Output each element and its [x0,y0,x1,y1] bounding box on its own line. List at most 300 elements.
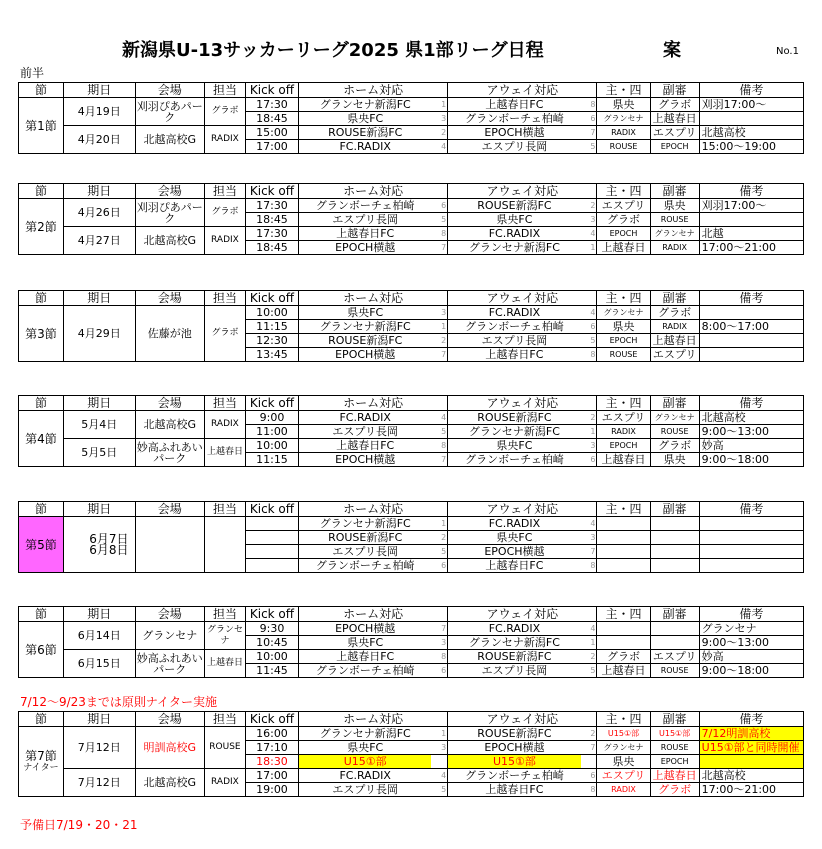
home-number: 8 [431,650,447,664]
round-table [18,290,804,362]
remarks: 妙高 [699,650,803,664]
kickoff: 16:00 [245,727,298,741]
tanto: 上越春日 [205,439,246,467]
remarks [699,213,803,227]
home-number: 8 [431,439,447,453]
status-label: 案 [663,40,681,61]
kickoff: 17:30 [245,98,298,112]
table-row [19,199,804,213]
remarks [699,531,803,545]
fuku-referee: U15①部 [650,727,699,741]
away-team: グランセナ新潟FC [448,425,581,439]
fuku-referee: グランセナ [650,227,699,241]
away-number: 2 [581,727,597,741]
remarks: 北越高校 [699,769,803,783]
match-date: 4月26日 [63,199,135,227]
away-number: 7 [581,545,597,559]
kickoff: 18:45 [245,241,298,255]
kickoff: 17:00 [245,769,298,783]
round-table [18,606,804,678]
home-number: 1 [431,727,447,741]
col-header-home: ホーム対応 [299,83,448,98]
venue: 刈羽ぴあパーク [136,200,203,225]
col-header-tanto: 担当 [205,396,246,411]
shu-referee: グラボ [597,650,650,664]
col-header-away: アウェイ対応 [448,184,597,199]
home-number: 6 [431,559,447,573]
tanto: RADIX [205,227,246,255]
shu-referee: 上越春日 [597,241,650,255]
away-team: グランセナ新潟FC [448,636,581,650]
home-team: EPOCH横越 [299,348,432,362]
tanto: RADIX [205,769,246,797]
away-number: 4 [581,306,597,320]
round-date: 6月8日 [89,542,129,557]
home-team: エスプリ長岡 [299,545,432,559]
remarks [699,545,803,559]
col-header-date: 期日 [63,502,135,517]
round-label: 第6節 [25,642,57,657]
venue: 刈羽ぴあパーク [136,99,203,124]
kickoff [245,517,298,531]
home-team: 県央FC [299,306,432,320]
home-team: グランセナ新潟FC [299,727,432,741]
half-label: 前半 [20,66,45,80]
away-number: 8 [581,98,597,112]
col-header-biko: 備考 [699,83,803,98]
kickoff: 11:45 [245,664,298,678]
shu-referee: エスプリ [597,199,650,213]
round-table [18,183,804,255]
home-number: 3 [431,636,447,650]
home-team: エスプリ長岡 [299,425,432,439]
home-number: 5 [431,213,447,227]
away-team: エスプリ長岡 [448,664,581,678]
col-header-tanto: 担当 [205,712,246,727]
col-header-home: ホーム対応 [299,502,448,517]
page-title: 新潟県U-13サッカーリーグ2025 県1部リーグ日程 [122,40,544,61]
away-team: グランボーチェ柏崎 [448,112,581,126]
fuku-referee: EPOCH [650,755,699,769]
away-number: 6 [581,112,597,126]
home-team: FC.RADIX [299,769,432,783]
away-team: 上越春日FC [448,98,581,112]
tanto: RADIX [205,126,246,154]
remarks: 15:00～19:00 [699,140,803,154]
kickoff [245,531,298,545]
col-header-kickoff: Kick off [245,83,298,98]
round-label: 第4節 [25,431,57,446]
venue [135,517,205,573]
col-header-kickoff: Kick off [245,291,298,306]
tanto: 上越春日 [205,650,246,678]
away-team: グランボーチェ柏崎 [448,769,581,783]
venue: 佐藤が池 [135,306,205,362]
remarks: 北越 [699,227,803,241]
shu-referee: エスプリ [597,769,650,783]
kickoff: 13:45 [245,348,298,362]
reserve-note: 予備日7/19・20・21 [20,818,138,832]
shu-referee: エスプリ [597,411,650,425]
shu-referee: RADIX [597,783,650,797]
round-label: 第7節 [25,748,57,763]
kickoff: 17:00 [245,140,298,154]
venue: 北越高校G [135,411,205,439]
home-number: 7 [431,453,447,467]
remarks: 北越高校 [699,126,803,140]
kickoff: 9:30 [245,622,298,636]
col-header-venue: 会場 [135,83,205,98]
remarks: 9:00～13:00 [699,636,803,650]
table-row [19,126,804,140]
shu-referee [597,545,650,559]
home-number: 5 [431,783,447,797]
match-date: 6月14日 [63,622,135,650]
away-team: 県央FC [448,213,581,227]
home-team: グランセナ新潟FC [299,517,432,531]
table-row [19,98,804,112]
away-team: ROUSE新潟FC [448,199,581,213]
away-team: U15①部 [448,755,581,769]
away-team: EPOCH横越 [448,741,581,755]
shu-referee [597,517,650,531]
home-number: 5 [431,425,447,439]
away-number: 2 [581,650,597,664]
remarks [699,112,803,126]
nighter-note: 7/12～9/23までは原則ナイター実施 [20,695,218,709]
col-header-fuku: 副審 [650,291,699,306]
away-number: 5 [581,334,597,348]
match-date: 6月15日 [63,650,135,678]
col-header-away: アウェイ対応 [448,502,597,517]
fuku-referee: ROUSE [650,213,699,227]
kickoff: 10:45 [245,636,298,650]
home-number: 3 [431,741,447,755]
shu-referee: EPOCH [597,439,650,453]
col-header-date: 期日 [63,83,135,98]
col-header-shu: 主・四 [597,712,650,727]
remarks: 17:00～21:00 [699,783,803,797]
home-number: 2 [431,126,447,140]
away-team: グランセナ新潟FC [448,241,581,255]
home-team: FC.RADIX [299,411,432,425]
col-header-venue: 会場 [135,291,205,306]
col-header-shu: 主・四 [597,502,650,517]
away-number: 1 [581,425,597,439]
home-number: 4 [431,769,447,783]
home-number: 1 [431,517,447,531]
venue: 北越高校G [135,769,205,797]
shu-referee: グランセナ [597,306,650,320]
home-number: 6 [431,199,447,213]
col-header-kickoff: Kick off [245,712,298,727]
fuku-referee [650,545,699,559]
col-header-tanto: 担当 [205,607,246,622]
round-table [18,501,804,573]
fuku-referee: グラボ [650,439,699,453]
shu-referee: 上越春日 [597,664,650,678]
kickoff: 17:30 [245,199,298,213]
away-number: 7 [581,126,597,140]
col-header-tanto: 担当 [205,184,246,199]
away-team: 県央FC [448,439,581,453]
fuku-referee: グラボ [650,306,699,320]
home-team: 県央FC [299,741,432,755]
away-team: エスプリ長岡 [448,334,581,348]
venue: 妙高ふれあいパーク [136,651,203,676]
away-number: 3 [581,439,597,453]
col-header-tanto: 担当 [205,291,246,306]
col-header-setsu: 節 [19,396,64,411]
match-date: 7月12日 [63,727,135,769]
shu-referee: グランセナ [597,741,650,755]
home-number [431,755,447,769]
fuku-referee [650,517,699,531]
fuku-referee [650,636,699,650]
tanto [205,517,246,573]
home-number: 8 [431,227,447,241]
away-number: 2 [581,199,597,213]
home-number: 7 [431,348,447,362]
kickoff: 18:45 [245,213,298,227]
header-row [19,83,804,98]
away-number: 6 [581,453,597,467]
col-header-date: 期日 [63,184,135,199]
home-team: グランセナ新潟FC [299,98,432,112]
round-table [18,711,804,797]
fuku-referee: ROUSE [650,741,699,755]
col-header-shu: 主・四 [597,184,650,199]
col-header-date: 期日 [63,396,135,411]
away-number: 8 [581,783,597,797]
shu-referee [597,531,650,545]
away-team: グランボーチェ柏崎 [448,453,581,467]
table-row [19,622,804,636]
round-label-cell [19,622,64,678]
home-team: ROUSE新潟FC [299,126,432,140]
home-team: EPOCH横越 [299,622,432,636]
shu-referee: ROUSE [597,348,650,362]
home-number: 2 [431,531,447,545]
home-team: グランボーチェ柏崎 [299,664,432,678]
col-header-biko: 備考 [699,291,803,306]
venue: 妙高ふれあいパーク [136,440,203,465]
away-number: 4 [581,517,597,531]
home-team: グランボーチェ柏崎 [299,559,432,573]
col-header-kickoff: Kick off [245,502,298,517]
home-number: 4 [431,411,447,425]
shu-referee [597,636,650,650]
home-team: ROUSE新潟FC [299,334,432,348]
header-row [19,712,804,727]
kickoff: 18:45 [245,112,298,126]
col-header-biko: 備考 [699,712,803,727]
match-date: 4月19日 [63,98,135,126]
shu-referee: EPOCH [597,334,650,348]
col-header-venue: 会場 [135,396,205,411]
shu-referee: EPOCH [597,227,650,241]
home-number: 6 [431,664,447,678]
home-team: グランセナ新潟FC [299,320,432,334]
round-label: 第1節 [25,118,57,133]
remarks: 刈羽17:00～ [699,98,803,112]
away-number: 1 [581,241,597,255]
kickoff: 10:00 [245,439,298,453]
kickoff: 11:00 [245,425,298,439]
col-header-setsu: 節 [19,712,64,727]
col-header-fuku: 副審 [650,502,699,517]
col-header-fuku: 副審 [650,83,699,98]
home-number: 3 [431,112,447,126]
remarks: 7/12明訓高校 [699,727,803,741]
col-header-tanto: 担当 [205,83,246,98]
match-date: 5月5日 [63,439,135,467]
kickoff: 11:15 [245,320,298,334]
remarks: 17:00～21:00 [699,241,803,255]
remarks: 9:00～18:00 [699,664,803,678]
shu-referee: RADIX [597,425,650,439]
match-date: 5月4日 [63,411,135,439]
col-header-kickoff: Kick off [245,607,298,622]
remarks: 9:00～18:00 [699,453,803,467]
match-date: 7月12日 [63,769,135,797]
home-team: 上越春日FC [299,650,432,664]
home-number: 2 [431,334,447,348]
home-number: 7 [431,241,447,255]
fuku-referee: エスプリ [650,126,699,140]
fuku-referee: ROUSE [650,664,699,678]
col-header-home: ホーム対応 [299,184,448,199]
away-team: 上越春日FC [448,783,581,797]
table-row [19,727,804,741]
away-team: FC.RADIX [448,306,581,320]
tanto: グラボ [205,98,246,126]
col-header-fuku: 副審 [650,712,699,727]
home-team: EPOCH横越 [299,241,432,255]
match-date: 4月29日 [63,306,135,362]
shu-referee: 県央 [597,755,650,769]
table-row [19,306,804,320]
venue: グランセナ [135,622,205,650]
tanto: グランセナ [205,622,246,650]
home-team: 県央FC [299,112,432,126]
col-header-venue: 会場 [135,184,205,199]
col-header-biko: 備考 [699,502,803,517]
shu-referee [597,559,650,573]
away-team: EPOCH横越 [448,545,581,559]
remarks: 9:00～13:00 [699,425,803,439]
remarks [699,517,803,531]
round-label-cell [19,306,64,362]
match-date: 4月27日 [63,227,135,255]
away-number: 2 [581,411,597,425]
header-row [19,502,804,517]
fuku-referee [650,559,699,573]
away-number: 6 [581,320,597,334]
col-header-setsu: 節 [19,83,64,98]
shu-referee: 県央 [597,320,650,334]
home-team: EPOCH横越 [299,453,432,467]
away-team: FC.RADIX [448,517,581,531]
kickoff: 11:15 [245,453,298,467]
home-team: 県央FC [299,636,432,650]
shu-referee: 県央 [597,98,650,112]
kickoff: 10:00 [245,650,298,664]
home-team: U15①部 [299,755,432,769]
header-row [19,184,804,199]
col-header-shu: 主・四 [597,291,650,306]
table-row [19,227,804,241]
home-number: 1 [431,320,447,334]
home-team: 上越春日FC [299,227,432,241]
col-header-kickoff: Kick off [245,396,298,411]
fuku-referee: グラボ [650,98,699,112]
col-header-setsu: 節 [19,184,64,199]
col-header-setsu: 節 [19,502,64,517]
kickoff: 15:00 [245,126,298,140]
home-number: 4 [431,140,447,154]
table-row [19,411,804,425]
round-sublabel: ナイター [23,762,59,773]
venue: 明訓高校G [135,727,205,769]
round-table [18,395,804,467]
fuku-referee: 県央 [650,199,699,213]
kickoff: 17:30 [245,227,298,241]
fuku-referee [650,531,699,545]
page-number: No.1 [776,46,799,57]
kickoff: 18:30 [245,755,298,769]
venue: 北越高校G [135,126,205,154]
table-row [19,439,804,453]
away-number: 3 [581,531,597,545]
home-team: 上越春日FC [299,439,432,453]
away-team: FC.RADIX [448,622,581,636]
title-bar [0,36,822,66]
away-team: エスプリ長岡 [448,140,581,154]
table-row [19,769,804,783]
shu-referee: 上越春日 [597,453,650,467]
col-header-date: 期日 [63,291,135,306]
home-number: 3 [431,306,447,320]
header-row [19,396,804,411]
fuku-referee: 上越春日 [650,112,699,126]
kickoff: 17:10 [245,741,298,755]
col-header-shu: 主・四 [597,396,650,411]
away-team: 上越春日FC [448,348,581,362]
kickoff: 10:00 [245,306,298,320]
away-team: ROUSE新潟FC [448,411,581,425]
shu-referee: RADIX [597,126,650,140]
col-header-shu: 主・四 [597,83,650,98]
fuku-referee: グラボ [650,783,699,797]
away-team: EPOCH横越 [448,126,581,140]
away-number: 5 [581,664,597,678]
col-header-venue: 会場 [135,712,205,727]
away-team: ROUSE新潟FC [448,650,581,664]
venue: 北越高校G [135,227,205,255]
col-header-kickoff: Kick off [245,184,298,199]
col-header-fuku: 副審 [650,184,699,199]
remarks: 北越高校 [699,411,803,425]
kickoff: 19:00 [245,783,298,797]
fuku-referee: 上越春日 [650,769,699,783]
remarks [699,348,803,362]
match-date: 4月20日 [63,126,135,154]
fuku-referee [650,622,699,636]
remarks [699,755,803,769]
fuku-referee: RADIX [650,241,699,255]
round-label-cell [19,98,64,154]
